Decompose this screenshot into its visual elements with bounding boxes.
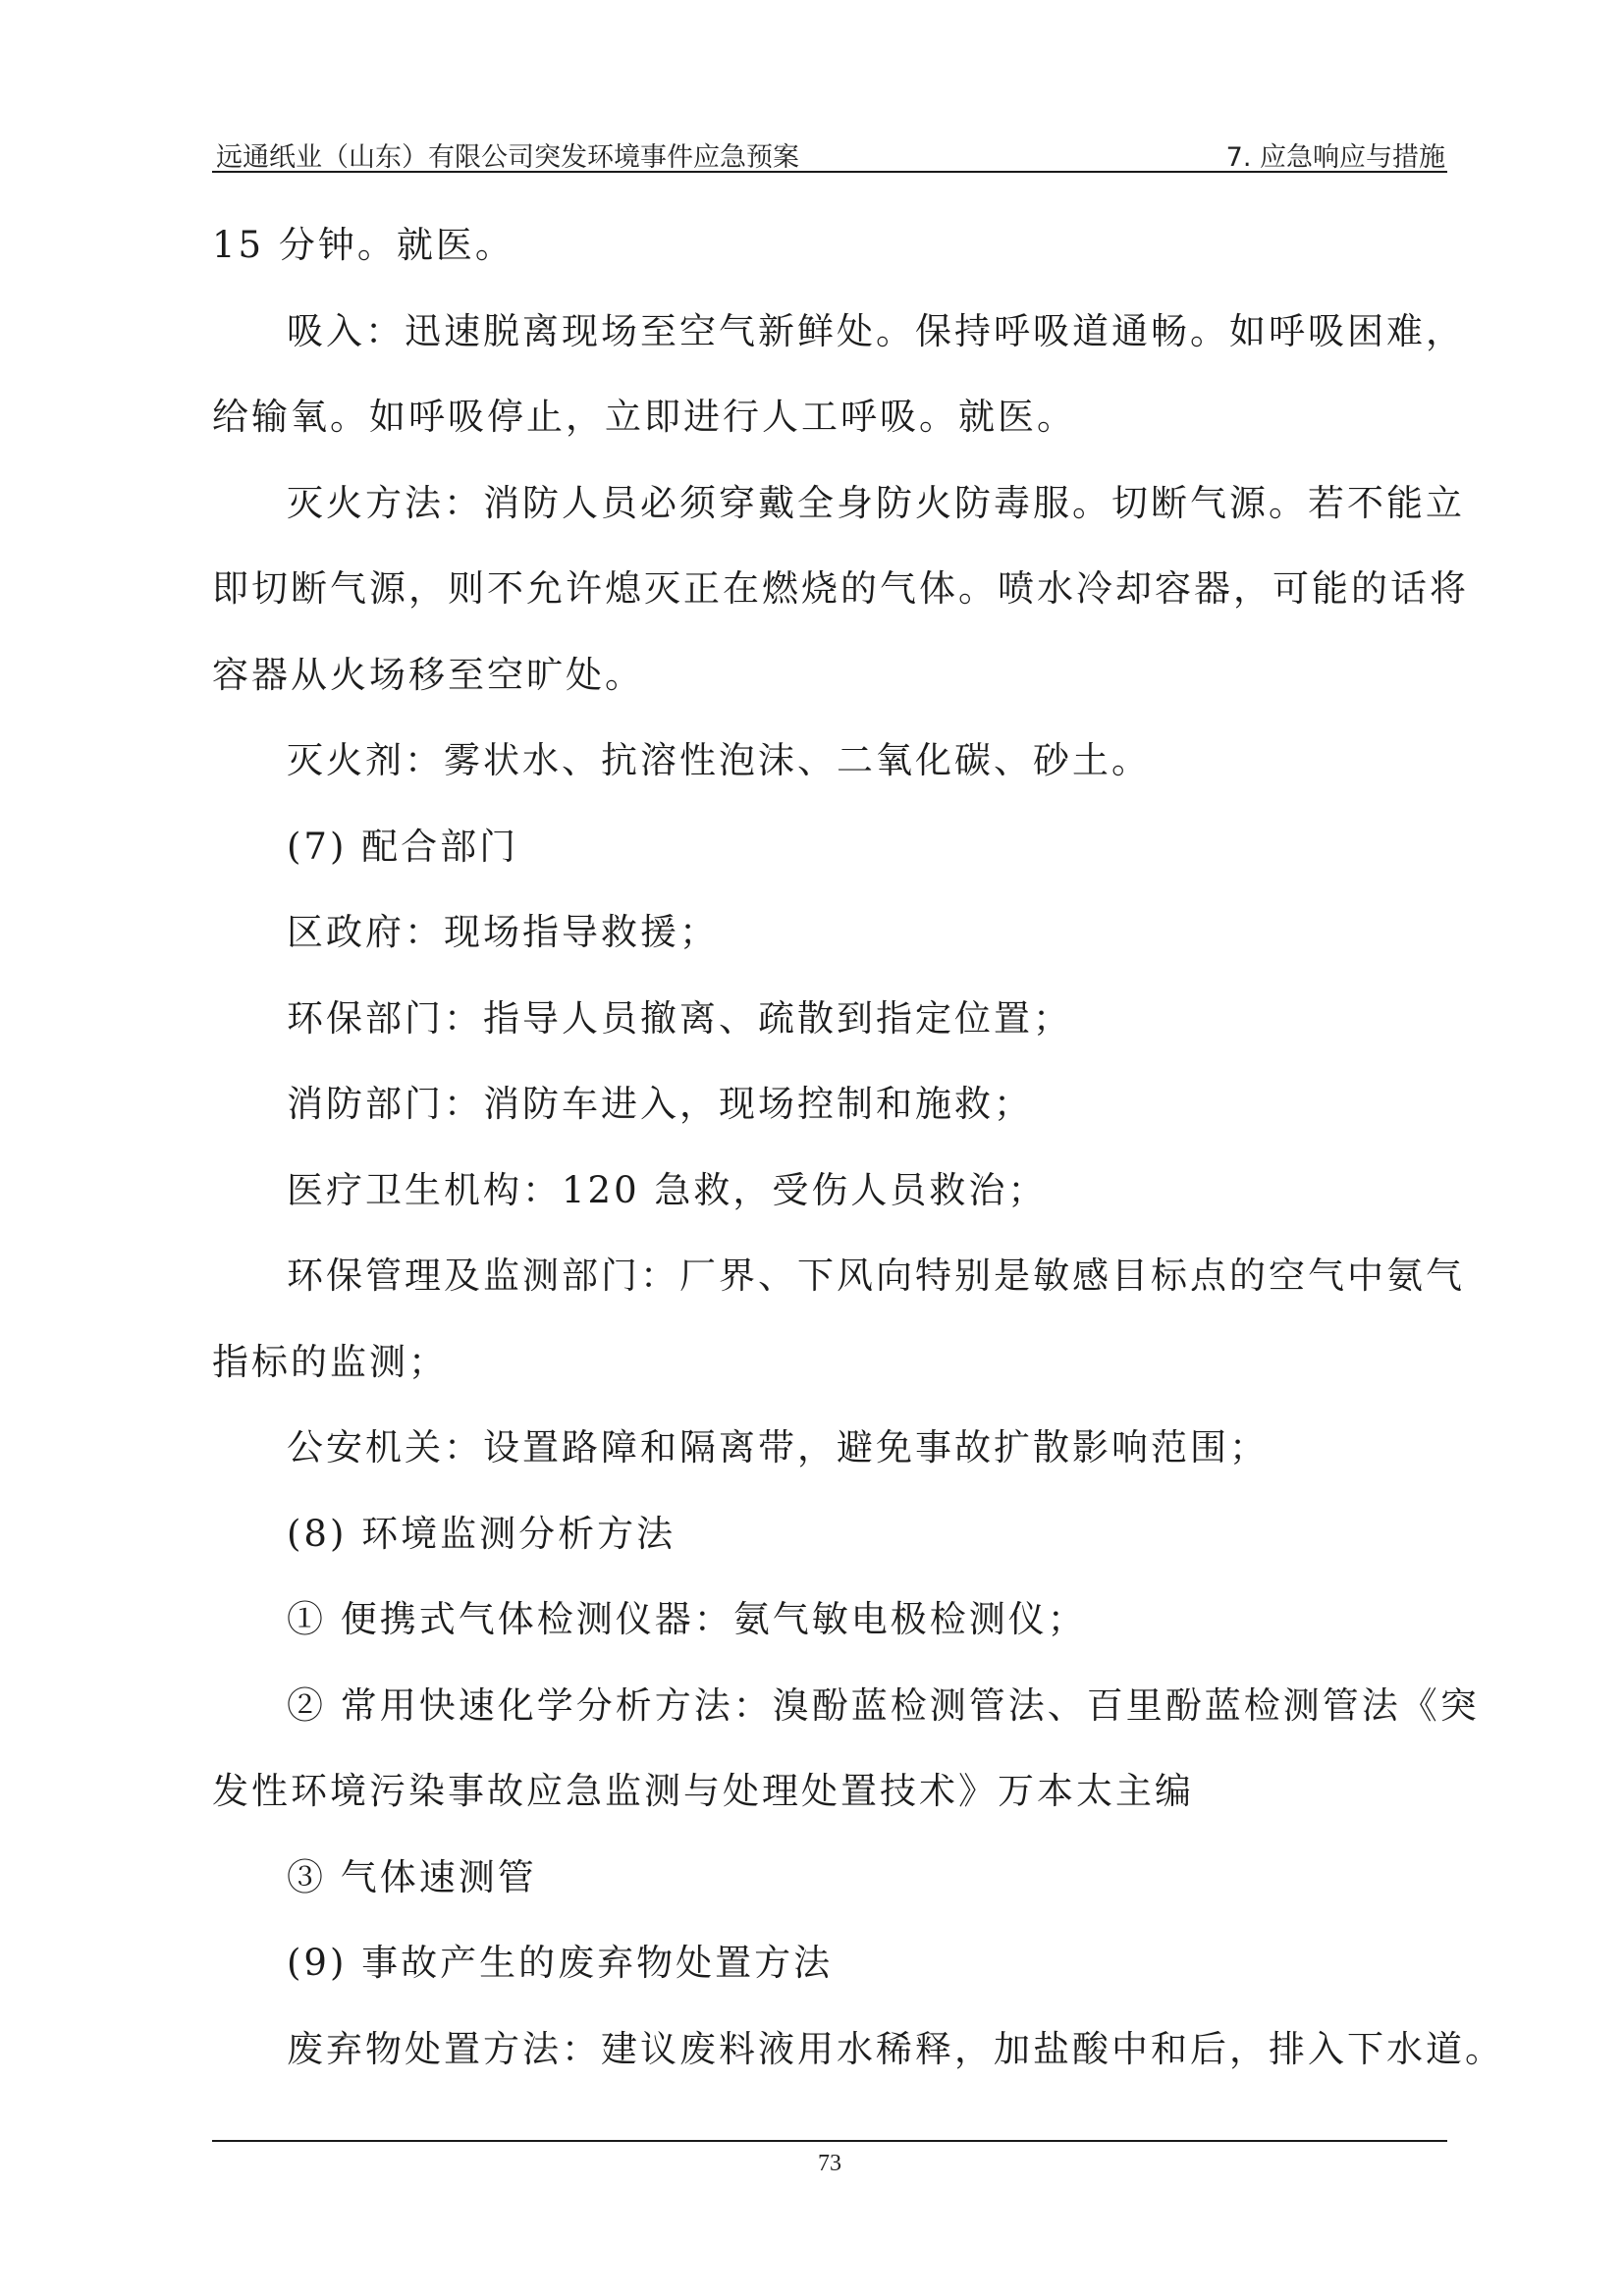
page-number: 73 xyxy=(818,2151,841,2176)
text-line: 公安机关：设置路障和隔离带，避免事故扩散影响范围； xyxy=(287,1426,1269,1468)
list-item: ③ 气体速测管 xyxy=(287,1855,537,1898)
text-line: 区政府：现场指导救援； xyxy=(287,911,719,953)
section-heading: (9) 事故产生的废弃物处置方法 xyxy=(287,1942,834,1984)
chapter-title: 7. 应急响应与措施 xyxy=(1225,142,1445,173)
text-line: 灭火剂：雾状水、抗溶性泡沫、二氧化碳、砂土。 xyxy=(287,739,1151,781)
section-heading: (8) 环境监测分析方法 xyxy=(287,1512,677,1555)
text-line: 容器从火场移至空旷处。 xyxy=(212,653,644,696)
page-header xyxy=(212,132,1447,171)
list-item: ② 常用快速化学分析方法：溴酚蓝检测管法、百里酚蓝检测管法《突 xyxy=(287,1683,1480,1727)
text-line: 医疗卫生机构：120 急救，受伤人员救治； xyxy=(287,1168,1048,1211)
text-line: 灭火方法：消防人员必须穿戴全身防火防毒服。切断气源。若不能立 xyxy=(287,481,1465,524)
text-line: 给输氧。如呼吸停止，立即进行人工呼吸。就医。 xyxy=(212,396,1076,438)
text-line: 消防部门：消防车进入，现场控制和施救； xyxy=(287,1083,1033,1125)
text-line: 环保管理及监测部门：厂界、下风向特别是敏感目标点的空气中氨气 xyxy=(287,1255,1465,1297)
text-line: 即切断气源，则不允许熄灭正在燃烧的气体。喷水冷却容器，可能的话将 xyxy=(212,567,1469,610)
text-line: 环保部门：指导人员撤离、疏散到指定位置； xyxy=(287,996,1072,1040)
page-body xyxy=(212,202,1504,2092)
section-heading: (7) 配合部门 xyxy=(287,825,519,868)
text-line: 废弃物处置方法：建议废料液用水稀释，加盐酸中和后，排入下水道。 xyxy=(287,2027,1504,2070)
header-divider xyxy=(212,171,1447,173)
text-line: 指标的监测； xyxy=(212,1340,448,1383)
footer-divider xyxy=(212,2140,1447,2142)
text-line: 发性环境污染事故应急监测与处理处置技术》万本太主编 xyxy=(212,1770,1194,1812)
document-title: 远通纸业（山东）有限公司突发环境事件应急预案 xyxy=(216,142,799,173)
text-line: 15 分钟。就医。 xyxy=(212,224,514,266)
text-line: 吸入：迅速脱离现场至空气新鲜处。保持呼吸道通畅。如呼吸困难， xyxy=(287,309,1465,352)
list-item: ① 便携式气体检测仪器：氨气敏电极检测仪； xyxy=(287,1598,1087,1640)
